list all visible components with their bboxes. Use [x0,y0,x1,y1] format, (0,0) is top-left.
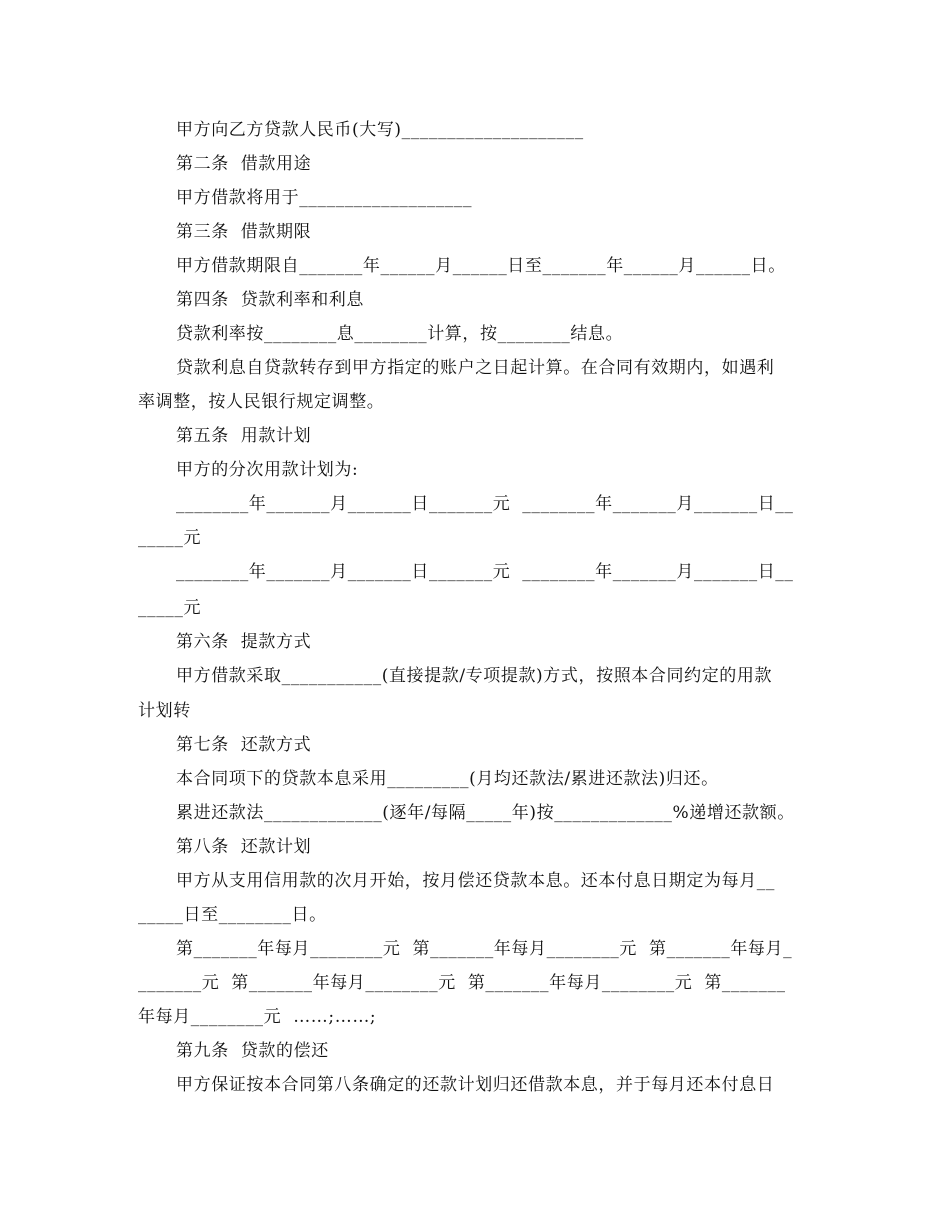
interest-rate-line: 贷款利率按________息________计算，按________结息。 [176,324,624,344]
interest-adjustment-line: 率调整，按人民银行规定调整。 [138,392,385,412]
payment-plan-row-1: ________年_______月_______日_______元 ________年_______月_______日__ [176,494,794,514]
loan-amount-line: 甲方向乙方贷款人民币(大写)____________________ [176,120,584,140]
annual-repayment-line-3: 年每月________元 ……;……; [138,1007,377,1027]
loan-term-line: 甲方借款期限自_______年______月______日至_______年______月______日。 [176,256,786,276]
article-8-heading: 第八条 还款计划 [176,837,312,857]
repayment-guarantee-line: 甲方保证按本合同第八条确定的还款计划归还借款本息，并于每月还本付息日 [176,1075,775,1095]
annual-repayment-line-1: 第_______年每月________元 第_______年每月________元 第_______年每月_ [176,939,793,959]
loan-purpose-line: 甲方借款将用于___________________ [176,188,473,208]
article-7-heading: 第七条 还款方式 [176,735,312,755]
repayment-date-line: _____日至________日。 [138,905,327,925]
payment-plan-row-2-continued: _____元 [138,598,202,618]
article-9-heading: 第九条 贷款的偿还 [176,1041,329,1061]
interest-calculation-line: 贷款利息自贷款转存到甲方指定的账户之日起计算。在合同有效期内，如遇利 [176,358,775,378]
withdrawal-plan-transfer: 计划转 [138,701,191,721]
withdrawal-method-line: 甲方借款采取___________(直接提款/专项提款)方式，按照本合同约定的用款 [176,666,773,686]
payment-plan-row-1-continued: _____元 [138,528,202,548]
repayment-method-line: 本合同项下的贷款本息采用_________(月均还款法/累进还款法)归还。 [176,769,719,789]
article-4-heading: 第四条 贷款利率和利息 [176,290,365,310]
payment-plan-intro: 甲方的分次用款计划为: [176,460,359,480]
article-2-heading: 第二条 借款用途 [176,154,312,174]
article-3-heading: 第三条 借款期限 [176,222,312,242]
annual-repayment-line-2: _______元 第_______年每月________元 第_______年每月________元 第_______ [138,973,786,993]
progressive-repayment-line: 累进还款法_____________(逐年/每隔_____年)按_____________%递增还款额。 [176,803,795,823]
payment-plan-row-2: ________年_______月_______日_______元 ________年_______月_______日__ [176,562,794,582]
repayment-schedule-line: 甲方从支用信用款的次月开始，按月偿还贷款本息。还本付息日期定为每月__ [176,871,775,891]
article-6-heading: 第六条 提款方式 [176,632,312,652]
article-5-heading: 第五条 用款计划 [176,426,312,446]
